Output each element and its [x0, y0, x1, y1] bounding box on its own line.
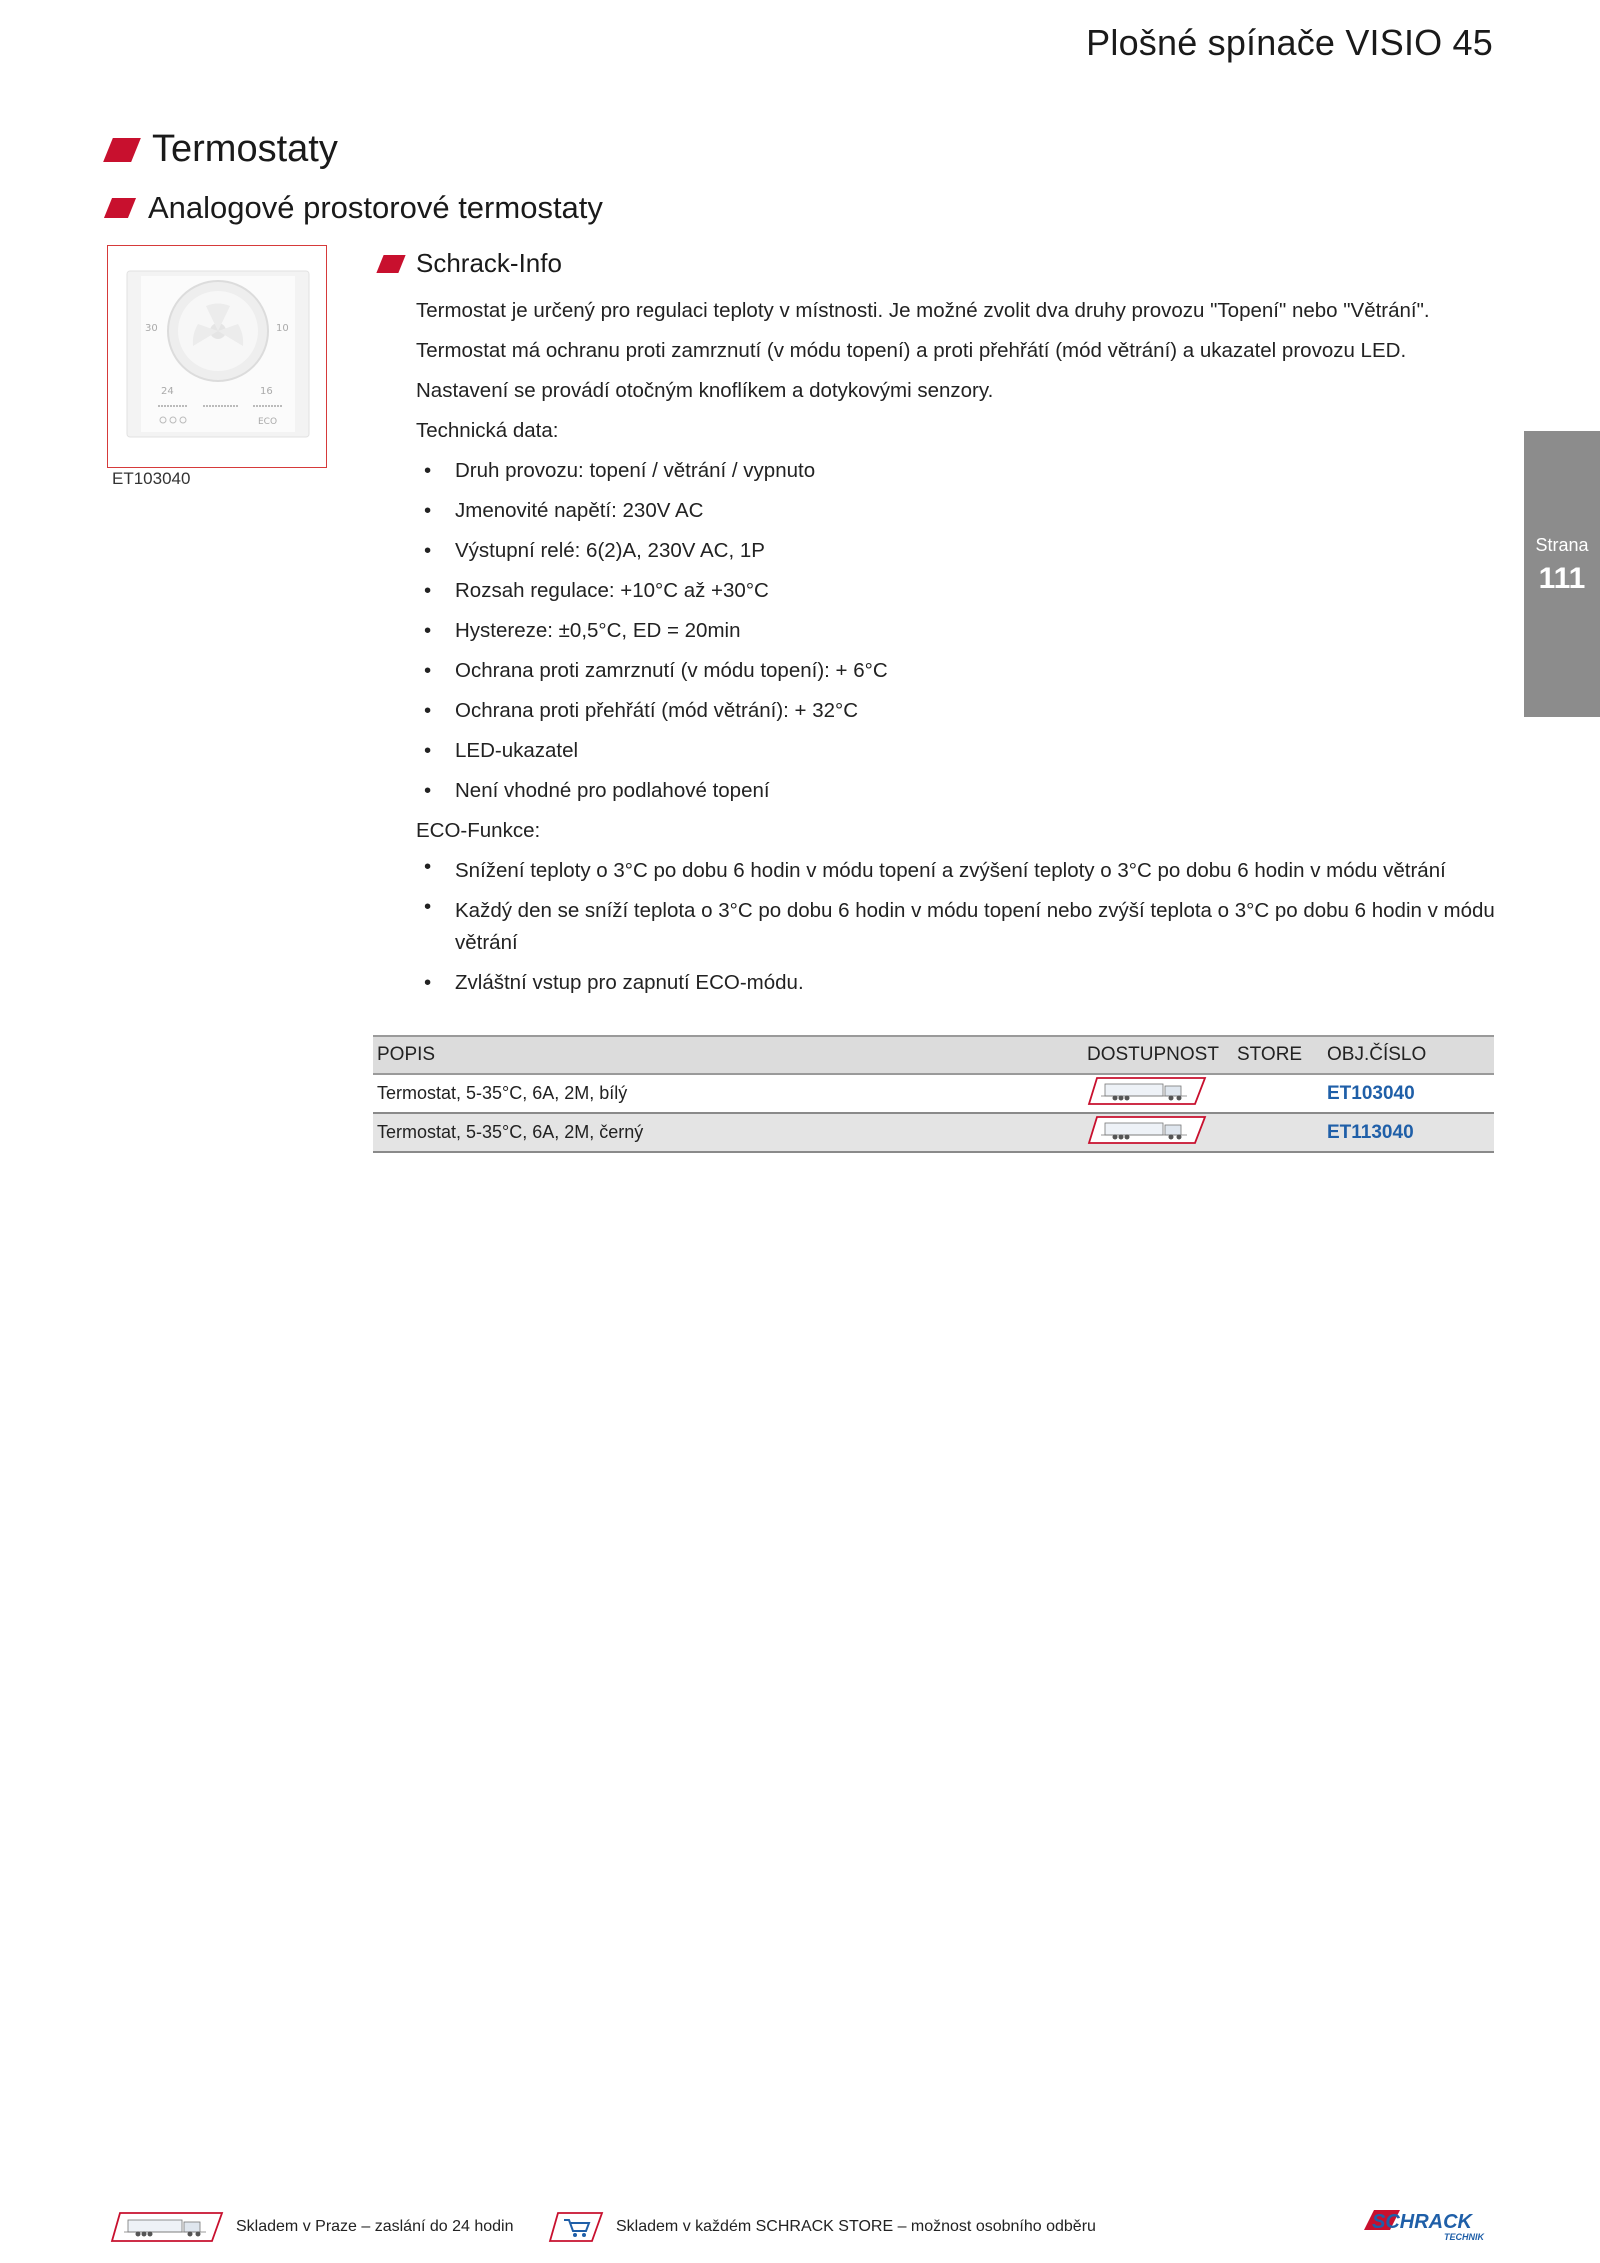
table-header-row [373, 1036, 1494, 1074]
header-code: OBJ.ČÍSLO [1323, 1036, 1494, 1074]
dial-label-eco: ECO [258, 417, 278, 427]
row-store [1233, 1113, 1323, 1152]
footer-delivery [110, 2209, 514, 2245]
row-code[interactable] [1323, 1074, 1494, 1113]
shopping-cart-icon [548, 2211, 604, 2243]
tech-data-item: • Ochrana proti přehřátí (mód větrání): + 32°C [416, 691, 1496, 731]
delivery-truck-icon [1087, 1115, 1207, 1145]
header-store: STORE [1233, 1036, 1323, 1074]
section-marker-icon [103, 138, 141, 162]
delivery-truck-icon [1087, 1076, 1207, 1106]
footer-store [548, 2209, 1096, 2245]
section-title-text: Termostaty [152, 128, 338, 170]
row-code[interactable] [1323, 1113, 1494, 1152]
tech-data-item: • Není vhodné pro podlahové topení [416, 771, 1496, 811]
dial-label-16: 16 [260, 386, 273, 397]
info-paragraph: Termostat je určený pro regulaci teploty v místnosti. Je možné zvolit dva druhy provozu "Topení" nebo "Větrání". [416, 299, 1430, 322]
row-description: Termostat, 5-35°C, 6A, 2M, bílý [373, 1074, 1083, 1113]
subsection-title-text: Analogové prostorové termostaty [148, 190, 603, 225]
product-code-link[interactable]: ET103040 [1327, 1082, 1415, 1104]
thermostat-image-icon [108, 246, 328, 469]
eco-item: • Zvláštní vstup pro zapnutí ECO-módu. [416, 963, 1496, 1003]
subsection-title [108, 190, 603, 226]
header-description: POPIS [373, 1036, 1083, 1074]
row-availability [1083, 1113, 1233, 1152]
tech-data-item: • Hystereze: ±0,5°C, ED = 20min [416, 611, 1496, 651]
section-title [108, 128, 338, 171]
info-body [416, 291, 1496, 1003]
schrack-logo [1360, 2208, 1510, 2244]
footer [110, 2209, 1510, 2245]
subsection-marker-icon [104, 198, 136, 218]
side-tab-label: Strana [1535, 535, 1589, 555]
side-page-tab [1524, 431, 1600, 717]
footer-store-text: Skladem v každém SCHRACK STORE – možnost osobního odběru [616, 2218, 1096, 2235]
eco-item: • Každý den se sníží teplota o 3°C po dobu 6 hodin v módu topení nebo zvýší teplota o 3°C po dobu 6 hodin v módu větrání [416, 891, 1496, 963]
tech-data-item: • Ochrana proti zamrznutí (v módu topení): + 6°C [416, 651, 1496, 691]
delivery-truck-icon [110, 2211, 224, 2243]
row-availability [1083, 1074, 1233, 1113]
product-code-link[interactable]: ET113040 [1327, 1121, 1414, 1143]
side-tab-page-number: 111 [1538, 562, 1586, 595]
footer-delivery-text: Skladem v Praze – zaslání do 24 hodin [236, 2218, 514, 2235]
eco-heading: ECO-Funkce: [416, 819, 541, 842]
row-store [1233, 1074, 1323, 1113]
product-image-caption: ET103040 [112, 469, 191, 488]
table-row [373, 1074, 1494, 1113]
tech-data-item: • Výstupní relé: 6(2)A, 230V AC, 1P [416, 531, 1496, 571]
info-paragraph: Termostat má ochranu proti zamrznutí (v módu topení) a proti přehřátí (mód větrání) a ukazatel provozu LED. [416, 339, 1407, 362]
tech-data-heading: Technická data: [416, 419, 559, 442]
info-paragraph: Nastavení se provádí otočným knoflíkem a dotykovými senzory. [416, 379, 994, 402]
eco-item: • Snížení teploty o 3°C po dobu 6 hodin v módu topení a zvýšení teploty o 3°C po dobu 6 hodin v módu větrání [416, 851, 1496, 891]
logo-brand-text: SCHRACK [1372, 2211, 1472, 2233]
tech-data-item: • Rozsah regulace: +10°C až +30°C [416, 571, 1496, 611]
dial-label-24: 24 [161, 386, 174, 397]
tech-data-item: • Druh provozu: topení / větrání / vypnuto [416, 451, 1496, 491]
logo-sub-text: TECHNIK [1444, 2232, 1484, 2242]
info-title-text: Schrack-Info [416, 248, 562, 278]
info-marker-icon [376, 255, 405, 273]
info-title [380, 248, 562, 279]
tech-data-item: • LED-ukazatel [416, 731, 1496, 771]
page-header-title: Plošné spínače VISIO 45 [1086, 22, 1493, 63]
table-row [373, 1113, 1494, 1152]
product-table [373, 1035, 1494, 1153]
dial-label-30: 30 [145, 323, 158, 334]
header-availability: DOSTUPNOST [1083, 1036, 1233, 1074]
eco-list [416, 851, 1496, 1003]
product-image[interactable] [107, 245, 327, 468]
tech-data-item: • Jmenovité napětí: 230V AC [416, 491, 1496, 531]
dial-label-10: 10 [276, 323, 289, 334]
row-description: Termostat, 5-35°C, 6A, 2M, černý [373, 1113, 1083, 1152]
tech-data-list [416, 451, 1496, 811]
